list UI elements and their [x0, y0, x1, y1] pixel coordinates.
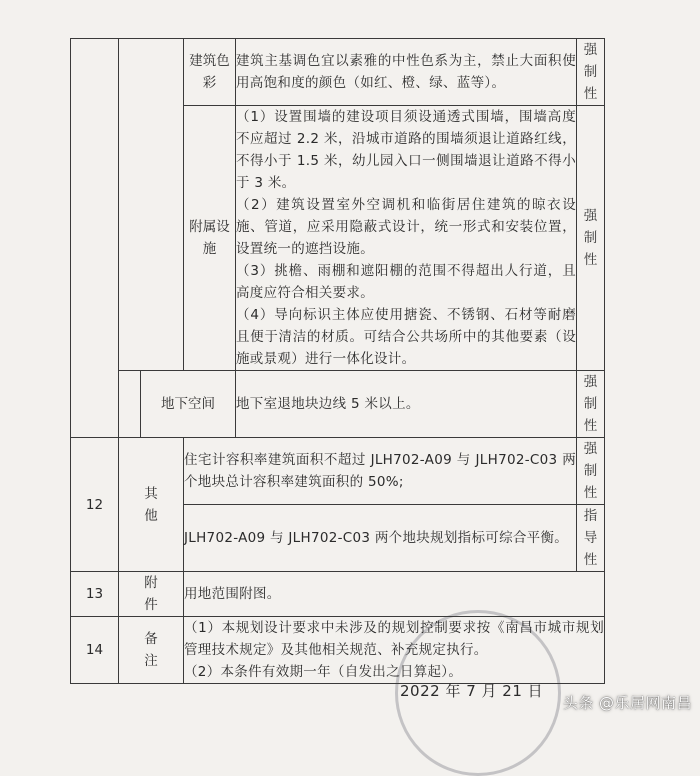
- row-text: 地下室退地块边线 5 米以上。: [236, 371, 577, 438]
- row-text: 用地范围附图。: [184, 572, 605, 617]
- row-text: 建筑主基调色宜以素雅的中性色系为主，禁止大面积使用高饱和度的颜色（如红、橙、绿、蓝等）。: [236, 39, 577, 106]
- list-item: （2）建筑设置室外空调机和临街居住建筑的晾衣设施、管道，应采用隐蔽式设计，统一形式和安装位置，设置统一的遮挡设施。: [236, 197, 576, 257]
- list-item: （2）本条件有效期一年（自发出之日算起）。: [184, 664, 463, 680]
- row-number: 12: [71, 438, 119, 572]
- table-row: [71, 617, 605, 684]
- row-label: 附属设施: [184, 106, 236, 371]
- list-item: （4）导向标识主体应使用搪瓷、不锈钢、石材等耐磨且便于清洁的材质。可结合公共场所中的其他要素（设施或景观）进行一体化设计。: [236, 307, 576, 367]
- planning-conditions-table: [70, 38, 605, 684]
- row-text: [184, 617, 605, 684]
- row-category: 附 件: [119, 572, 184, 617]
- blank-cat-cell: [119, 39, 184, 371]
- watermark: 头条 @乐居网南昌: [562, 694, 692, 712]
- list-item: （3）挑檐、雨棚和遮阳棚的范围不得超出人行道，且高度应符合相关要求。: [236, 263, 576, 301]
- row-text: 住宅计容积率建筑面积不超过 JLH702-A09 与 JLH702-C03 两个地块总计容积率建筑面积的 50%;: [184, 438, 577, 505]
- row-text: [236, 106, 577, 371]
- list-item: （1）设置围墙的建设项目须设通透式围墙，围墙高度不应超过 2.2 米，沿城市道路的围墙须退让道路红线，不得小于 1.5 米，幼儿园入口一侧围墙退让道路不得小于 3 米。: [236, 109, 576, 191]
- row-text: JLH702-A09 与 JLH702-C03 两个地块规划指标可综合平衡。: [184, 505, 577, 572]
- indicator-badge: 强 制 性: [577, 106, 605, 371]
- indicator-badge: 强 制 性: [577, 438, 605, 505]
- table-row: [71, 438, 605, 505]
- blank-cell: [119, 371, 141, 438]
- indicator-badge: 强 制 性: [577, 39, 605, 106]
- row-category: 其 他: [119, 438, 184, 572]
- indicator-badge: 强 制 性: [577, 371, 605, 438]
- row-category: 备 注: [119, 617, 184, 684]
- blank-num-cell: [71, 39, 119, 438]
- indicator-badge: 指 导 性: [577, 505, 605, 572]
- row-number: 14: [71, 617, 119, 684]
- table-row: [71, 371, 605, 438]
- table-row: [71, 39, 605, 106]
- issue-date: 2022 年 7 月 21 日: [400, 682, 544, 700]
- row-number: 13: [71, 572, 119, 617]
- row-label: 建筑色彩: [184, 39, 236, 106]
- row-label: 地下空间: [141, 371, 236, 438]
- list-item: （1）本规划设计要求中未涉及的规划控制要求按《南昌市城市规划管理技术规定》及其他相关规范、补充规定执行。: [184, 620, 604, 658]
- table-row: [71, 572, 605, 617]
